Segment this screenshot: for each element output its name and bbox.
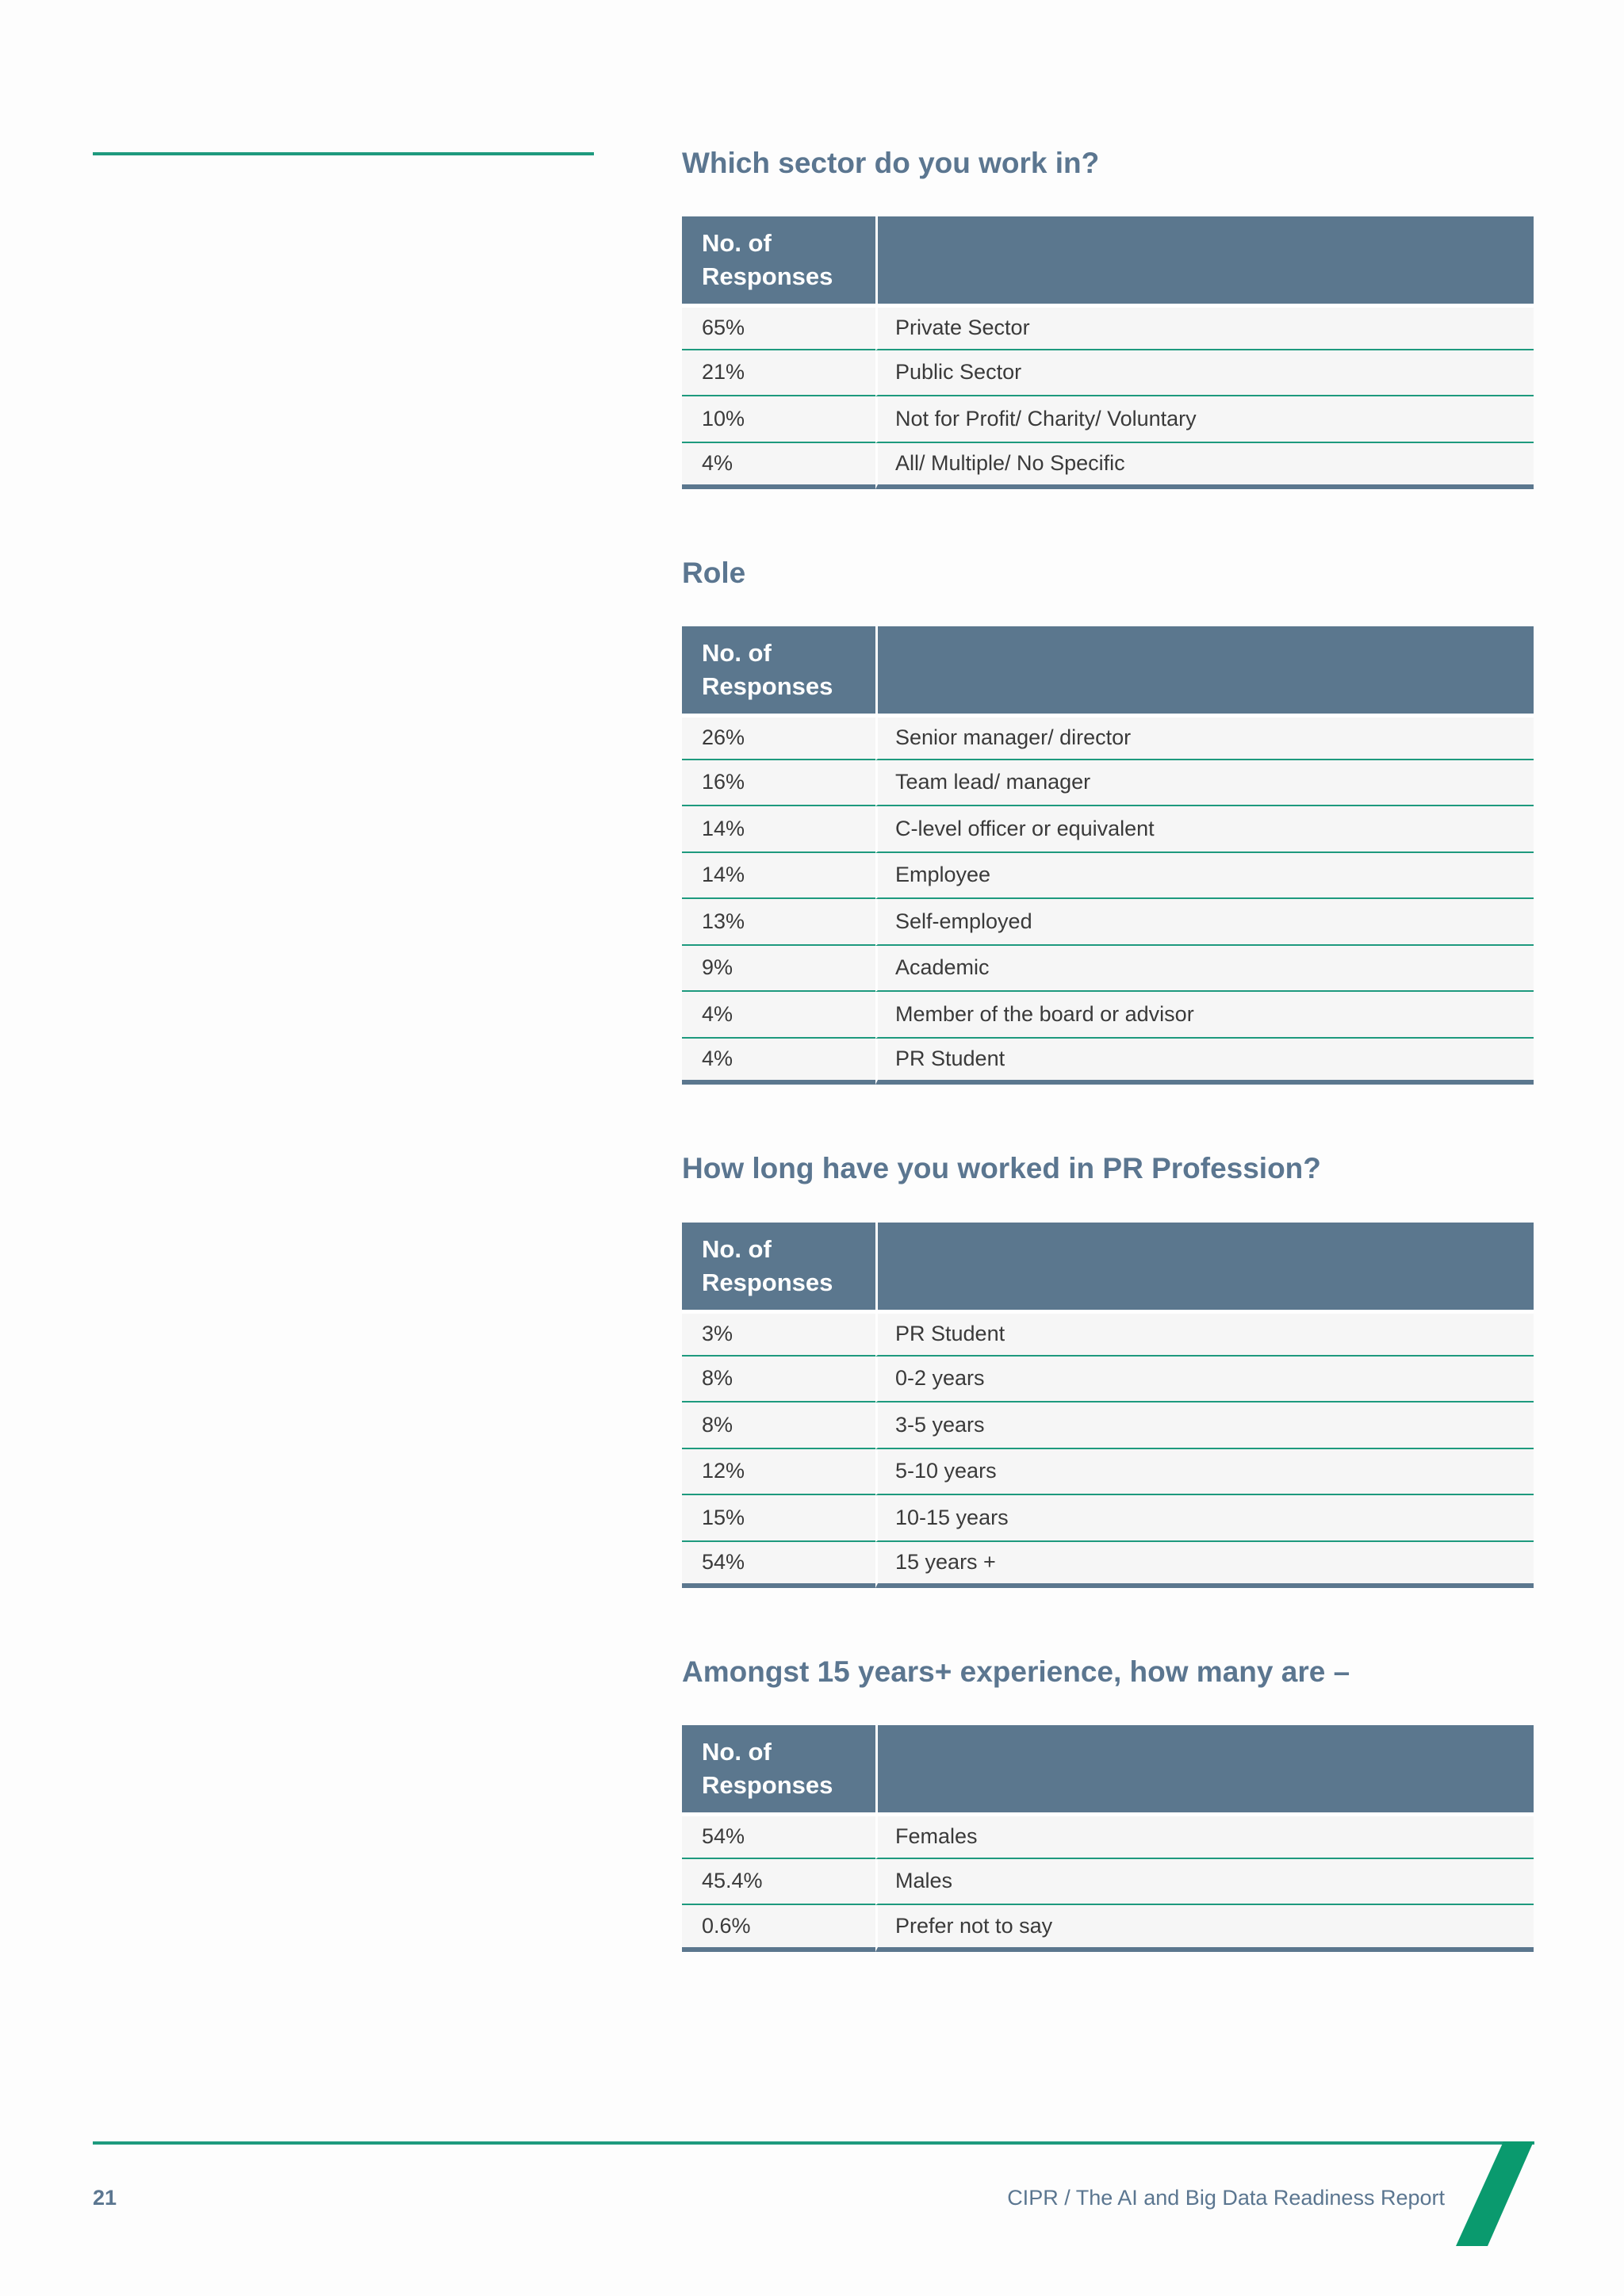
- category-header: [875, 1725, 1534, 1812]
- category-header: [875, 626, 1534, 714]
- footer-divider: [93, 2141, 1534, 2145]
- table-row: [682, 1039, 1534, 1085]
- pct-cell: 10%: [682, 396, 875, 443]
- table-row: [682, 853, 1534, 900]
- label-cell: Public Sector: [875, 350, 1534, 397]
- table-row: [682, 304, 1534, 350]
- responses-header: No. of Responses: [682, 216, 875, 304]
- pct-cell: 15%: [682, 1495, 875, 1542]
- label-cell: 10-15 years: [875, 1495, 1534, 1542]
- label-cell: PR Student: [875, 1039, 1534, 1085]
- label-cell: Males: [875, 1859, 1534, 1906]
- sector-table: [682, 216, 1534, 489]
- pct-cell: 9%: [682, 946, 875, 993]
- pct-cell: 16%: [682, 760, 875, 807]
- table-row: [682, 714, 1534, 760]
- pct-cell: 12%: [682, 1449, 875, 1496]
- pct-cell: 4%: [682, 1039, 875, 1085]
- tenure-table: [682, 1223, 1534, 1588]
- pct-cell: 3%: [682, 1310, 875, 1357]
- pct-cell: 0.6%: [682, 1905, 875, 1952]
- label-cell: 5-10 years: [875, 1449, 1534, 1496]
- report-title: CIPR / The AI and Big Data Readiness Report: [1007, 2186, 1445, 2210]
- table-row: [682, 396, 1534, 443]
- page-number: 21: [93, 2186, 117, 2210]
- table-row: [682, 1449, 1534, 1496]
- table-row: [682, 946, 1534, 993]
- section-title-gender: Amongst 15 years+ experience, how many are –: [682, 1655, 1350, 1688]
- table-row: [682, 1905, 1534, 1952]
- label-cell: Private Sector: [875, 304, 1534, 350]
- category-header: [875, 216, 1534, 304]
- table-header-row: [682, 1725, 1534, 1812]
- table-row: [682, 1542, 1534, 1589]
- table-row: [682, 992, 1534, 1039]
- label-cell: Academic: [875, 946, 1534, 993]
- pct-cell: 14%: [682, 806, 875, 853]
- section-title-sector: Which sector do you work in?: [682, 147, 1100, 179]
- pct-cell: 4%: [682, 443, 875, 490]
- label-cell: Team lead/ manager: [875, 760, 1534, 807]
- top-divider: [93, 152, 594, 155]
- table-header-row: [682, 1223, 1534, 1310]
- label-cell: All/ Multiple/ No Specific: [875, 443, 1534, 490]
- section-title-role: Role: [682, 557, 746, 589]
- table-row: [682, 443, 1534, 490]
- label-cell: 0-2 years: [875, 1357, 1534, 1403]
- pct-cell: 54%: [682, 1542, 875, 1589]
- category-header: [875, 1223, 1534, 1310]
- pct-cell: 45.4%: [682, 1859, 875, 1906]
- section-title-tenure: How long have you worked in PR Profession?: [682, 1152, 1321, 1184]
- pct-cell: 8%: [682, 1357, 875, 1403]
- table-row: [682, 1859, 1534, 1906]
- table-row: [682, 1402, 1534, 1449]
- label-cell: Member of the board or advisor: [875, 992, 1534, 1039]
- pct-cell: 4%: [682, 992, 875, 1039]
- label-cell: Self-employed: [875, 899, 1534, 946]
- table-row: [682, 1357, 1534, 1403]
- table-header-row: [682, 626, 1534, 714]
- label-cell: 3-5 years: [875, 1402, 1534, 1449]
- table-row: [682, 760, 1534, 807]
- table-row: [682, 1812, 1534, 1859]
- table-row: [682, 350, 1534, 397]
- label-cell: Employee: [875, 853, 1534, 900]
- role-table: [682, 626, 1534, 1085]
- label-cell: Prefer not to say: [875, 1905, 1534, 1952]
- table-row: [682, 1495, 1534, 1542]
- brand-slash-icon: [1456, 2141, 1534, 2246]
- label-cell: C-level officer or equivalent: [875, 806, 1534, 853]
- responses-header: No. of Responses: [682, 1223, 875, 1310]
- label-cell: Senior manager/ director: [875, 714, 1534, 760]
- table-header-row: [682, 216, 1534, 304]
- table-row: [682, 899, 1534, 946]
- pct-cell: 21%: [682, 350, 875, 397]
- responses-header: No. of Responses: [682, 1725, 875, 1812]
- pct-cell: 8%: [682, 1402, 875, 1449]
- pct-cell: 13%: [682, 899, 875, 946]
- responses-header: No. of Responses: [682, 626, 875, 714]
- pct-cell: 26%: [682, 714, 875, 760]
- table-row: [682, 806, 1534, 853]
- label-cell: Females: [875, 1812, 1534, 1859]
- pct-cell: 54%: [682, 1812, 875, 1859]
- label-cell: 15 years +: [875, 1542, 1534, 1589]
- label-cell: Not for Profit/ Charity/ Voluntary: [875, 396, 1534, 443]
- table-row: [682, 1310, 1534, 1357]
- pct-cell: 14%: [682, 853, 875, 900]
- label-cell: PR Student: [875, 1310, 1534, 1357]
- pct-cell: 65%: [682, 304, 875, 350]
- gender-table: [682, 1725, 1534, 1952]
